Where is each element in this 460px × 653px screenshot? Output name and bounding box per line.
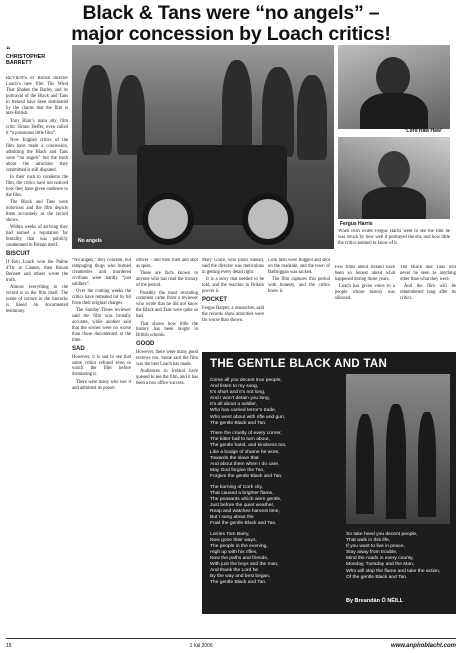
- poem-author: By Breandán Ó NÉILL: [346, 598, 404, 604]
- article-column-6: [335, 265, 395, 347]
- photo-figure: [418, 412, 436, 517]
- poem-line: There the cruelty of every corner,: [210, 431, 282, 437]
- poem-line: May God forgive the Tan,: [210, 467, 265, 473]
- poem-line: Like a badge of shame he wore,: [210, 449, 280, 455]
- poem-line: The gentle hand, and kindness too,: [210, 443, 287, 449]
- paragraph: It is a story that needed to be told, and the reaction in Britain proves it.: [202, 277, 264, 295]
- issue-date: 1 Iúil 2006: [189, 642, 213, 649]
- poem-line: And thank the Lord he: [210, 568, 259, 574]
- portrait-head: [378, 151, 410, 189]
- poem-line: The gentle Black and Tan.: [210, 420, 267, 426]
- subheading: BISCUIT: [6, 250, 30, 257]
- subheading: GOOD: [136, 341, 155, 348]
- poem-column-2: [346, 532, 450, 585]
- article-column-1: [6, 76, 68, 606]
- photo-caption: No angels: [78, 238, 102, 244]
- poem-line: Stay away from trouble,: [346, 550, 398, 556]
- paragraph: There were many who saw it and admitted its power.: [72, 379, 131, 391]
- poem-line: Of the gentle Black and Tan.: [346, 574, 408, 580]
- poem-line: So take heed you decent people,: [346, 532, 418, 537]
- poem-line: Lorries Tom Barry,: [210, 531, 250, 537]
- poem-line: By the way and best began,: [210, 574, 271, 580]
- poem-line: Now gone their ways,: [210, 537, 257, 543]
- paragraph: Audiences in Ireland have queued to see the film, and it has been a box office success.: [136, 369, 198, 387]
- paragraph: That shows how little the history has been taught in British schools.: [136, 321, 198, 339]
- poem-line: The peasants which were gentle,: [210, 496, 282, 502]
- portrait-body: [360, 93, 428, 129]
- byline: [6, 46, 66, 67]
- headline: [6, 3, 456, 45]
- headline-line-1: Black & Tans were “no angels” –: [82, 2, 380, 24]
- poem-column-1: [210, 378, 338, 591]
- poem-stanza: [210, 431, 338, 480]
- poem-line: Reap and watches harvest time,: [210, 508, 280, 514]
- poem-line: Towards the slave that: [210, 455, 259, 461]
- paragraph: The Black and Tans will never be seen as anything other than what they were.: [400, 265, 456, 282]
- poem-line: High up with his rifles,: [210, 549, 258, 555]
- poem-photo: [346, 374, 450, 524]
- subheading: SAD: [72, 345, 85, 352]
- poem-box: [202, 352, 456, 614]
- poem-line: If you want to live in peace,: [346, 544, 405, 550]
- paragraph: The Black and Tans were notorious and the film depicts them accurately as the record shows.: [6, 200, 68, 223]
- photo-figure: [117, 75, 145, 155]
- poem-line: Who will stop the flame and take the action,: [346, 568, 441, 574]
- author-line-1: CHRISTOPHER: [6, 54, 46, 60]
- poem-line: Who went about with rifle and gun,: [210, 414, 286, 420]
- poem-line: Just before the quiet weather,: [210, 502, 275, 508]
- poem-stanza: [210, 378, 338, 427]
- paragraph: Over the coming weeks the critics have retreated bit by bit from their original charges.: [72, 289, 131, 306]
- poem-stanza: [210, 485, 338, 528]
- poem-stanza: [346, 532, 450, 581]
- poem-line: The people in the evening,: [210, 543, 268, 549]
- poem-line: Come all you decent true people,: [210, 378, 282, 383]
- paragraph: However, there were many good reviews too. Some said the film was the best Loach has made.: [136, 350, 198, 367]
- paragraph: Cork men were flogged and shot on the roadside, and the town of Balbriggan was sacked.: [268, 258, 330, 275]
- poem-line: Forgive the gentle Black and Tan.: [210, 473, 283, 479]
- paragraph: Almost everything in the record is in the film itself. The scene of torture in the barracks is based on documented testimony.: [6, 284, 68, 314]
- paragraph: Tony Blair’s main ally, film critic Simon Heffer, even called it “a poisonous little film”.: [6, 118, 68, 136]
- poem-line: Who has carried terror’s trade,: [210, 408, 277, 414]
- paragraph: Within weeks of arriving they had earned a reputation for brutality that was publicly condemned in Britain itself.: [6, 225, 68, 248]
- subheading: POCKET: [202, 296, 228, 303]
- fergus-harris-photo: [338, 137, 450, 219]
- paragraph: REVIEWS of British director Loach’s new film The Wind That Shakes the Barley and its portrayal of the Black and Tans in Ireland have been dominated by the claims that the film is anti-British.: [6, 76, 68, 117]
- poem-line: Now the paths and friends,: [210, 556, 269, 562]
- right-intro-text: When Irish writer Fergus Harris went to see the film he was struck by how well it portrayed the era, and how little the critics seemed to know of it.: [338, 229, 450, 246]
- photo-figure: [386, 404, 406, 519]
- photo-figure: [356, 414, 374, 514]
- poem-line: Mind the roads in every county,: [346, 556, 414, 562]
- portrait-body: [362, 187, 426, 219]
- paragraph: Few films about Ireland have been so honest about what happened during those years.: [335, 265, 395, 282]
- poem-line: But I sang about the: [210, 514, 254, 520]
- poem-stanza: [210, 532, 338, 587]
- poem-line: Fowl the gentle Black and Tan.: [210, 521, 277, 527]
- poem-line: That walk in this life,: [346, 538, 391, 544]
- paragraph: Loach has given voice to a people whose history was silenced.: [335, 284, 395, 302]
- paragraph: Possibly the most revealing comment came from a reviewer who wrote that he did not know the Black and Tans were quite so bad.: [136, 290, 198, 320]
- paragraph: And the film will be remembered long after its critics.: [400, 284, 456, 302]
- photo-figure: [222, 60, 252, 155]
- poem-line: The bitter ball to turn about,: [210, 437, 270, 443]
- photo-wheel: [142, 193, 194, 245]
- paragraph: officer – and then tried and shot as spies.: [136, 258, 198, 269]
- paragraph: Mary Grant, who plays Sinéad, said the director was meticulous in getting every detail right.: [202, 258, 264, 275]
- paragraph: If Ken Loach won the Palme d’Or at Cannes, then Ronan Bennett and others wrote the truth.: [6, 259, 68, 283]
- poem-line: And I won’t detain you long,: [210, 396, 271, 402]
- photo-figure: [297, 75, 327, 160]
- photo-figure: [82, 65, 112, 155]
- article-column-7: [400, 265, 456, 347]
- paragraph: The Sunday Times reviewer said the film was brutally accurate, while another said that the scenes were no worse than those documented at the time.: [72, 308, 131, 343]
- paragraph: These are facts known to anyone who has read the history of the period.: [136, 271, 198, 289]
- site-link[interactable]: www.anphoblacht.com: [390, 642, 456, 649]
- poem-line: The gentle Black and Tan.: [210, 580, 267, 586]
- author-line-2: BARRETT: [6, 60, 32, 67]
- paragraph: “No angels,” they concede, but rampaging thugs who burned creameries and murdered civilians were hardly “just soldiers”.: [72, 258, 131, 287]
- poem-line: Monday, Tuesday and the Man,: [346, 562, 415, 568]
- poem-line: That caused a brighter flame,: [210, 490, 274, 496]
- page-footer: [6, 638, 456, 650]
- article-column-5: [268, 258, 330, 348]
- portrait-head: [376, 57, 410, 97]
- poem-title: THE GENTLE BLACK AND TAN: [210, 358, 388, 370]
- photo-caption: Fergus Harris: [340, 221, 373, 227]
- article-column-2: [72, 258, 131, 606]
- main-photo: [72, 45, 334, 249]
- photo-wheel: [242, 193, 294, 245]
- paragraph: The film captures this period with honesty, and the critics know it.: [268, 277, 330, 295]
- quote-mark: “: [6, 45, 11, 55]
- photo-caption: ‘Lord Haw Haw’: [405, 128, 443, 134]
- paragraph: Fergus Harper, a researcher, said the records show atrocities were far worse than shown.: [202, 305, 264, 323]
- photo-figure: [262, 67, 294, 157]
- poem-line: And about them when I do care,: [210, 461, 280, 467]
- page-number: 18: [6, 642, 12, 649]
- poem-line: The burning of Cork city,: [210, 484, 263, 490]
- paragraph: In their rush to condemn the film, the critics have not noticed how they have given credence to the film.: [6, 175, 68, 198]
- poem-line: It’s all about a soldier,: [210, 402, 257, 408]
- article-column-3: [136, 258, 198, 606]
- article-column-4: [202, 258, 264, 348]
- poem-line: It’s short and it’s not long,: [210, 390, 266, 396]
- lord-haw-haw-photo: [338, 45, 450, 129]
- headline-line-2: major concession by Loach critics!: [71, 23, 391, 45]
- paragraph: However, it is sad to see that some critics refused even to watch the film before dismissing it.: [72, 354, 131, 378]
- poem-line: With just the boys and the man,: [210, 562, 279, 568]
- paragraph: Now English critics of the film have made a concession, admitting the Black and Tans were “no angels” but the truth about the atrocities they committed is still disputed.: [6, 138, 68, 173]
- poem-line: And listen to my song,: [210, 384, 259, 390]
